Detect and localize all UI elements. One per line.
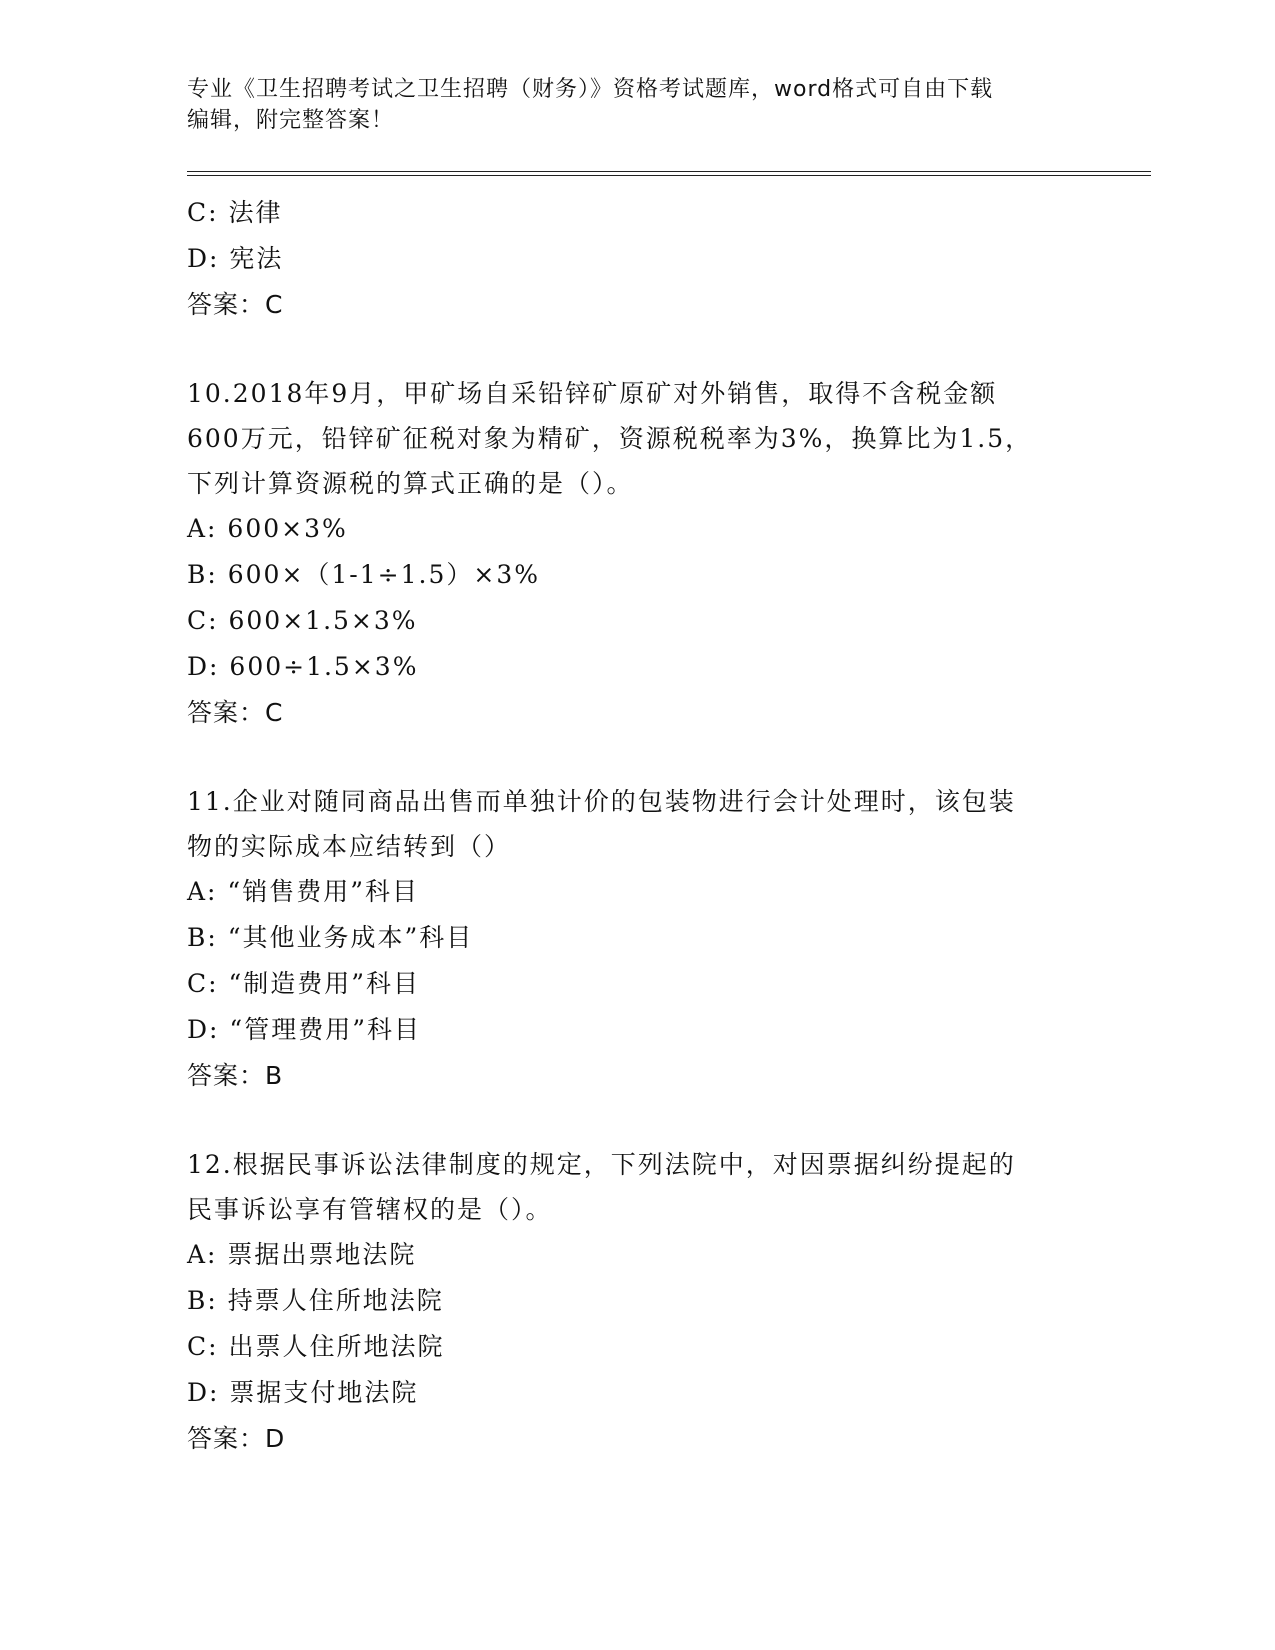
question-stem-line: 600万元，铅锌矿征税对象为精矿，资源税税率为3%，换算比为1.5，: [187, 424, 1033, 453]
option-d: D: 宪法: [187, 244, 284, 273]
spacer: [187, 328, 1087, 371]
answer: 答案：C: [187, 698, 284, 727]
question-stem-line: 11.企业对随同商品出售而单独计价的包装物进行会计处理时，该包装: [187, 787, 1016, 816]
question-stem-line: 下列计算资源税的算式正确的是（）。: [187, 469, 634, 498]
option-d: D: 600÷1.5×3%: [187, 652, 419, 681]
option-b: B: 600×（1-1÷1.5）×3%: [187, 560, 540, 589]
option-d: D: 票据支付地法院: [187, 1378, 419, 1407]
spacer: [187, 736, 1087, 779]
option-b: B: 持票人住所地法院: [187, 1286, 444, 1315]
answer: 答案：C: [187, 290, 284, 319]
option-b: B: “其他业务成本”科目: [187, 923, 474, 952]
header-line-1: 专业《卫生招聘考试之卫生招聘（财务）》资格考试题库，word格式可自由下载: [187, 77, 994, 102]
option-c: C: 法律: [187, 198, 283, 227]
question-stem-line: 10.2018年9月，甲矿场自采铅锌矿原矿对外销售，取得不含税金额: [187, 379, 998, 408]
header-line-2: 编辑，附完整答案！: [187, 108, 395, 133]
question-12: [187, 1142, 1087, 1462]
option-a: A: “销售费用”科目: [187, 877, 419, 906]
question-stem-line: 物的实际成本应结转到（）: [187, 832, 512, 861]
question-stem-line: 12.根据民事诉讼法律制度的规定，下列法院中，对因票据纠纷提起的: [187, 1150, 1016, 1179]
answer: 答案：B: [187, 1061, 284, 1090]
spacer: [187, 1099, 1087, 1142]
question-stem-line: 民事诉讼享有管辖权的是（）。: [187, 1195, 553, 1224]
option-d: D: “管理费用”科目: [187, 1015, 421, 1044]
question-list: [187, 190, 1087, 1462]
option-c: C: “制造费用”科目: [187, 969, 421, 998]
option-a: A: 票据出票地法院: [187, 1240, 417, 1269]
header-divider-bottom: [187, 175, 1151, 176]
document-header: [187, 74, 1087, 136]
option-c: C: 出票人住所地法院: [187, 1332, 445, 1361]
option-c: C: 600×1.5×3%: [187, 606, 418, 635]
option-a: A: 600×3%: [187, 514, 348, 543]
header-divider-top: [187, 171, 1151, 172]
previous-question-tail: [187, 190, 1087, 328]
question-10: [187, 371, 1087, 736]
answer: 答案：D: [187, 1424, 286, 1453]
question-11: [187, 779, 1087, 1099]
